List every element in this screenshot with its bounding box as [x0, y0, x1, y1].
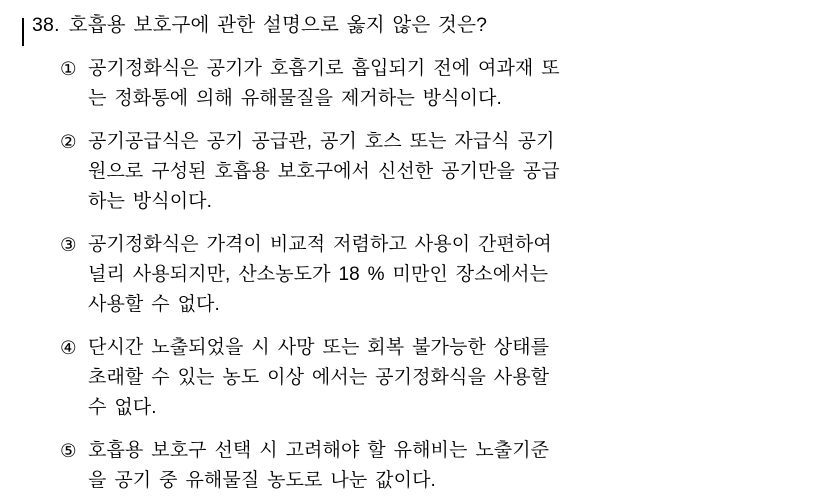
choice-marker-3: ③ [60, 234, 77, 255]
question-line [22, 10, 487, 40]
choice-option-4[interactable] [60, 333, 814, 423]
choice-text-3 [88, 230, 814, 320]
question-number: 38. [32, 14, 60, 36]
choice-line: 널리 사용되지만, 산소농도가 18 % 미만인 장소에서는 [88, 264, 549, 285]
choice-line: 하는 방식이다. [88, 191, 212, 212]
choice-list [12, 54, 814, 496]
choice-text-5 [88, 436, 814, 496]
choice-line: 수 없다. [88, 397, 157, 418]
choice-line: 을 공기 중 유해물질 농도로 나눈 값이다. [88, 470, 436, 491]
question-text: 호흡용 보호구에 관한 설명으로 옳지 않은 것은? [68, 14, 488, 36]
choice-marker-5: ⑤ [60, 440, 77, 461]
choice-option-5[interactable] [60, 436, 814, 496]
choice-line: 초래할 수 있는 농도 이상 에서는 공기정화식을 사용할 [88, 367, 550, 388]
choice-text-4 [88, 333, 814, 423]
choice-line: 공기정화식은 공기가 호흡기로 흡입되기 전에 여과재 또 [88, 58, 560, 79]
choice-line: 단시간 노출되었을 시 사망 또는 회복 불가능한 상태를 [88, 337, 550, 358]
choice-line: 공기정화식은 가격이 비교적 저렴하고 사용이 간편하여 [88, 234, 552, 255]
question-block [12, 10, 814, 40]
question-left-rule [22, 18, 24, 46]
choice-marker-2: ② [60, 131, 77, 152]
choice-option-1[interactable] [60, 54, 814, 114]
choice-text-1 [88, 54, 814, 114]
choice-marker-1: ① [60, 58, 77, 79]
choice-line: 원으로 구성된 호흡용 보호구에서 신선한 공기만을 공급 [88, 161, 560, 182]
choice-marker-4: ④ [60, 337, 77, 358]
choice-line: 호흡용 보호구 선택 시 고려해야 할 유해비는 노출기준 [88, 440, 550, 461]
choice-line: 사용할 수 없다. [88, 294, 220, 315]
choice-option-2[interactable] [60, 127, 814, 217]
choice-line: 는 정화통에 의해 유해물질을 제거하는 방식이다. [88, 88, 502, 109]
choice-option-3[interactable] [60, 230, 814, 320]
choice-text-2 [88, 127, 814, 217]
choice-line: 공기공급식은 공기 공급관, 공기 호스 또는 자급식 공기 [88, 131, 555, 152]
